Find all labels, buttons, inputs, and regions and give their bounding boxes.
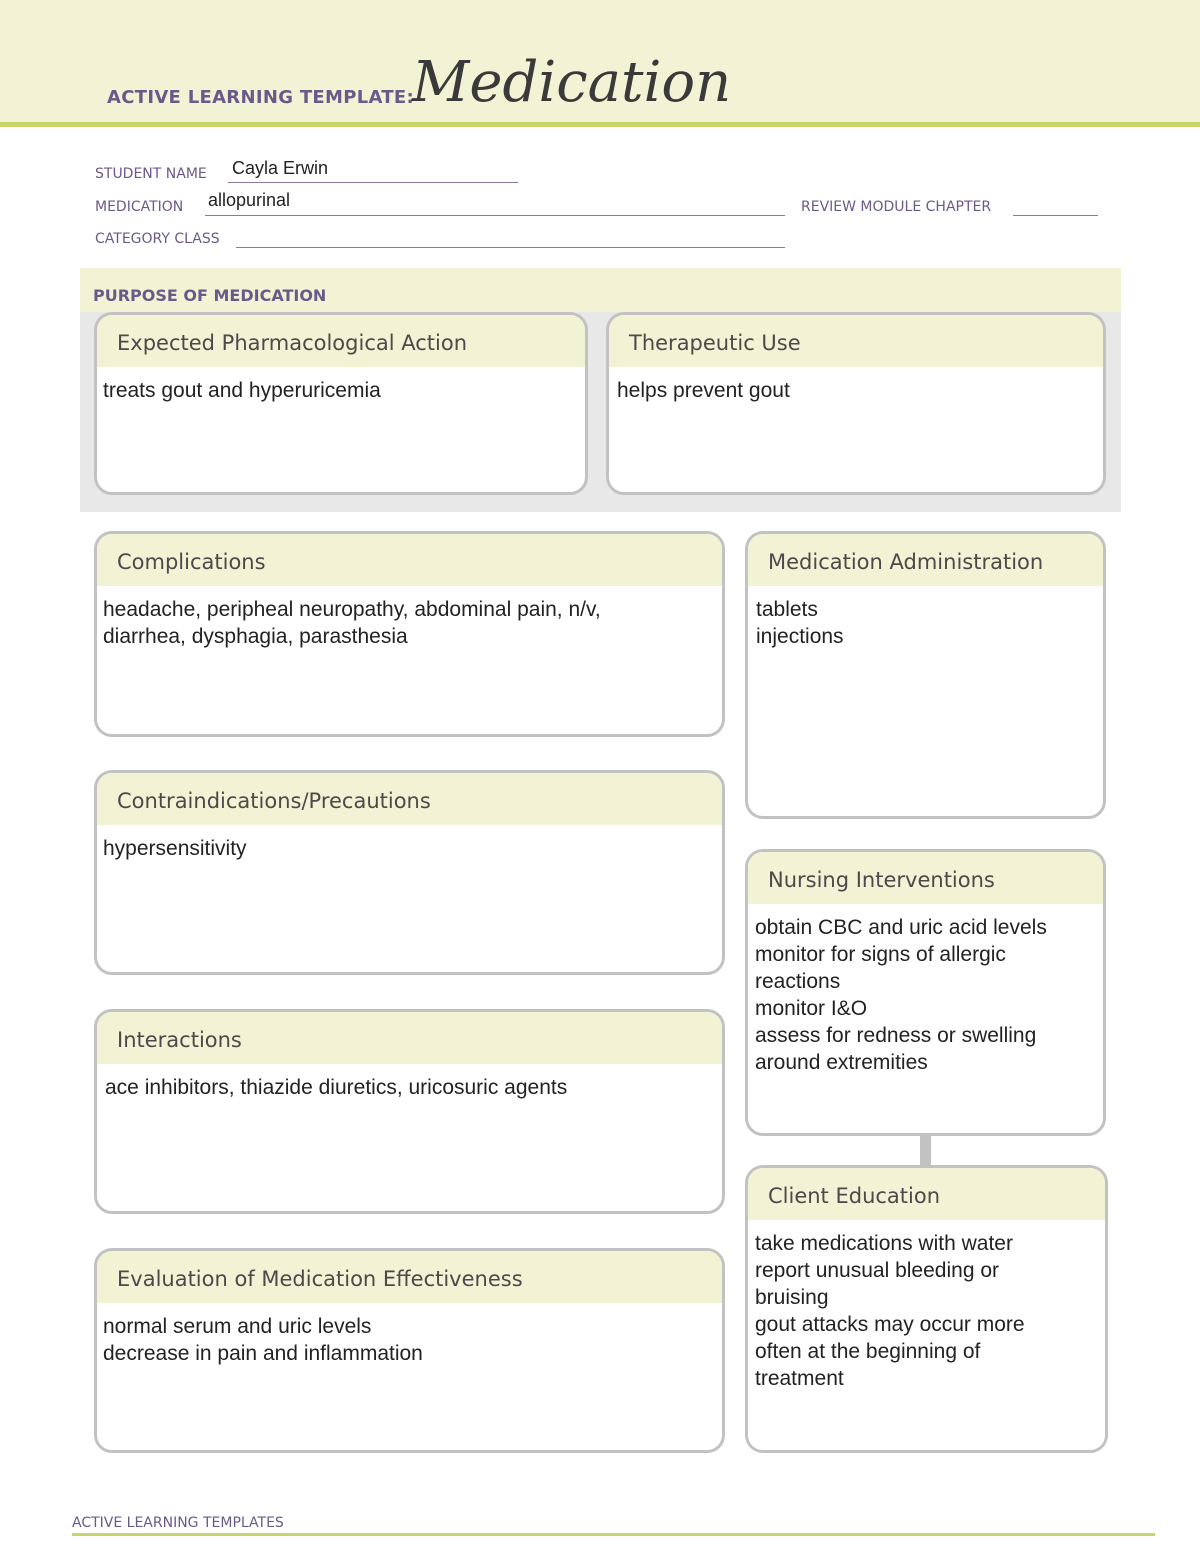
card-title: Medication Administration <box>748 534 1103 586</box>
medication-line <box>205 199 785 216</box>
card-connector <box>920 1135 931 1166</box>
card-title: Interactions <box>97 1012 722 1064</box>
card-title: Nursing Interventions <box>748 852 1103 904</box>
student-name-value[interactable]: Cayla Erwin <box>232 158 329 178</box>
card-title: Complications <box>97 534 722 586</box>
card-body[interactable] <box>609 367 1103 404</box>
card-body[interactable] <box>97 825 722 862</box>
header-divider <box>0 122 1200 127</box>
category-class-line[interactable] <box>236 231 785 248</box>
card-line: injections <box>756 625 844 648</box>
medication-value[interactable]: allopurinal <box>208 190 291 210</box>
card-body[interactable] <box>748 586 1103 650</box>
card-pharmacological-action <box>94 312 588 495</box>
student-name-label: STUDENT NAME <box>95 166 207 182</box>
card-contraindications <box>94 770 725 975</box>
review-module-label: REVIEW MODULE CHAPTER <box>801 199 992 215</box>
card-line: decrease in pain and inflammation <box>103 1342 423 1365</box>
purpose-label: PURPOSE OF MEDICATION <box>93 286 327 305</box>
card-line: assess for redness or swelling <box>755 1024 1037 1047</box>
card-line: often at the beginning of <box>755 1340 981 1363</box>
review-module-line[interactable] <box>1013 199 1098 216</box>
card-line: helps prevent gout <box>617 379 790 402</box>
card-line: treatment <box>755 1367 844 1390</box>
footer-divider <box>72 1533 1155 1536</box>
card-line: reactions <box>755 970 841 993</box>
card-line: report unusual bleeding or <box>755 1259 1000 1282</box>
card-therapeutic-use <box>606 312 1106 495</box>
card-line: obtain CBC and uric acid levels <box>755 916 1047 939</box>
template-label: ACTIVE LEARNING TEMPLATE: <box>107 87 414 108</box>
card-line: treats gout and hyperuricemia <box>103 379 381 402</box>
card-title: Contraindications/Precautions <box>97 773 722 825</box>
card-line: tablets <box>756 598 818 621</box>
card-line: bruising <box>755 1286 829 1309</box>
page-title: Medication <box>412 50 732 115</box>
card-line: monitor for signs of allergic <box>755 943 1006 966</box>
card-line: gout attacks may occur more <box>755 1313 1025 1336</box>
card-body[interactable] <box>748 904 1103 1076</box>
card-title: Client Education <box>748 1168 1105 1220</box>
card-title: Evaluation of Medication Effectiveness <box>97 1251 722 1303</box>
card-complications <box>94 531 725 737</box>
card-medication-administration <box>745 531 1106 819</box>
card-interactions <box>94 1009 725 1214</box>
card-title: Therapeutic Use <box>609 315 1103 367</box>
card-line: headache, peripheal neuropathy, abdominal pain, n/v, <box>103 598 601 621</box>
card-line: take medications with water <box>755 1232 1013 1255</box>
card-title: Expected Pharmacological Action <box>97 315 585 367</box>
card-line: around extremities <box>755 1051 928 1074</box>
card-body[interactable] <box>748 1220 1105 1392</box>
category-class-label: CATEGORY CLASS <box>95 231 220 247</box>
card-line: ace inhibitors, thiazide diuretics, uricosuric agents <box>105 1076 568 1099</box>
card-line: diarrhea, dysphagia, parasthesia <box>103 625 408 648</box>
card-body[interactable] <box>97 586 722 650</box>
card-line: hypersensitivity <box>103 837 247 860</box>
card-body[interactable] <box>97 1064 722 1101</box>
card-body[interactable] <box>97 367 585 404</box>
card-line: monitor I&O <box>755 997 868 1020</box>
medication-label: MEDICATION <box>95 199 184 215</box>
card-body[interactable] <box>97 1303 722 1367</box>
card-nursing-interventions <box>745 849 1106 1136</box>
card-client-education <box>745 1165 1108 1453</box>
card-evaluation <box>94 1248 725 1453</box>
card-line: normal serum and uric levels <box>103 1315 372 1338</box>
footer-label: ACTIVE LEARNING TEMPLATES <box>72 1515 284 1531</box>
